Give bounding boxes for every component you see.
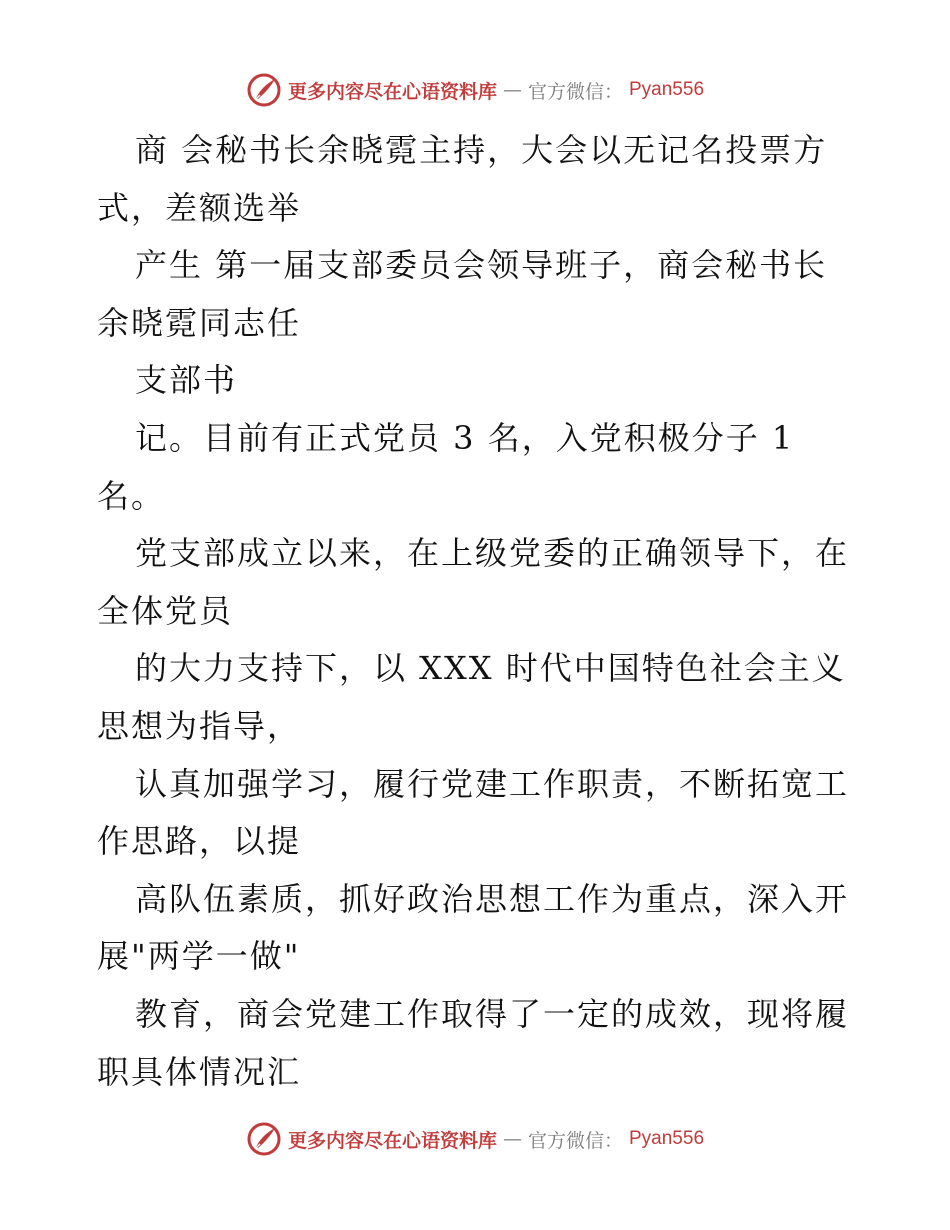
body-line: 余晓霓同志任 (97, 303, 302, 342)
body-line: 全体党员 (97, 591, 234, 630)
footer-banner (0, 1119, 950, 1159)
header-separator: — (502, 79, 522, 101)
body-line: 名。 (97, 476, 166, 515)
body-line: 记。目前有正式党员 3 名，入党积极分子 1 (135, 418, 795, 457)
header-brand-text: 更多内容尽在心语资料库 (287, 80, 497, 103)
body-line: 高队伍素质，抓好政治思想工作为重点，深入开 (135, 879, 850, 918)
body-line: 式，差额选举 (97, 188, 302, 227)
body-line: 教育，商会党建工作取得了一定的成效，现将履 (135, 994, 850, 1033)
body-line: 作思路，以提 (97, 822, 302, 861)
footer-separator: — (502, 1128, 522, 1150)
body-line: 认真加强学习，履行党建工作职责，不断拓宽工 (135, 764, 850, 803)
header-banner (0, 70, 950, 110)
footer-brand-text: 更多内容尽在心语资料库 (287, 1129, 497, 1152)
body-line: 思想为指导， (97, 706, 302, 745)
body-line: 产生 第一届支部委员会领导班子，商会秘书长 (135, 246, 828, 285)
body-line: 的大力支持下，以 XXX 时代中国特色社会主义 (135, 649, 846, 688)
body-line: 支部书 (135, 361, 238, 400)
footer-wechat-handle: Pyan556 (629, 1128, 705, 1149)
body-line: 党支部成立以来，在上级党委的正确领导下，在 (135, 534, 850, 573)
quill-pen-logo-icon (246, 1121, 282, 1157)
quill-pen-logo-icon (246, 72, 282, 108)
header-contact-label: 官方微信： (527, 80, 623, 103)
footer-contact-label: 官方微信： (527, 1129, 623, 1152)
document-body (97, 122, 857, 1101)
body-line: 商 会秘书长余晓霓主持，大会以无记名投票方 (135, 131, 828, 169)
header-wechat-handle: Pyan556 (629, 79, 705, 100)
body-line: 职具体情况汇 (97, 1052, 302, 1091)
body-line: 展"两学一做" (97, 937, 301, 976)
